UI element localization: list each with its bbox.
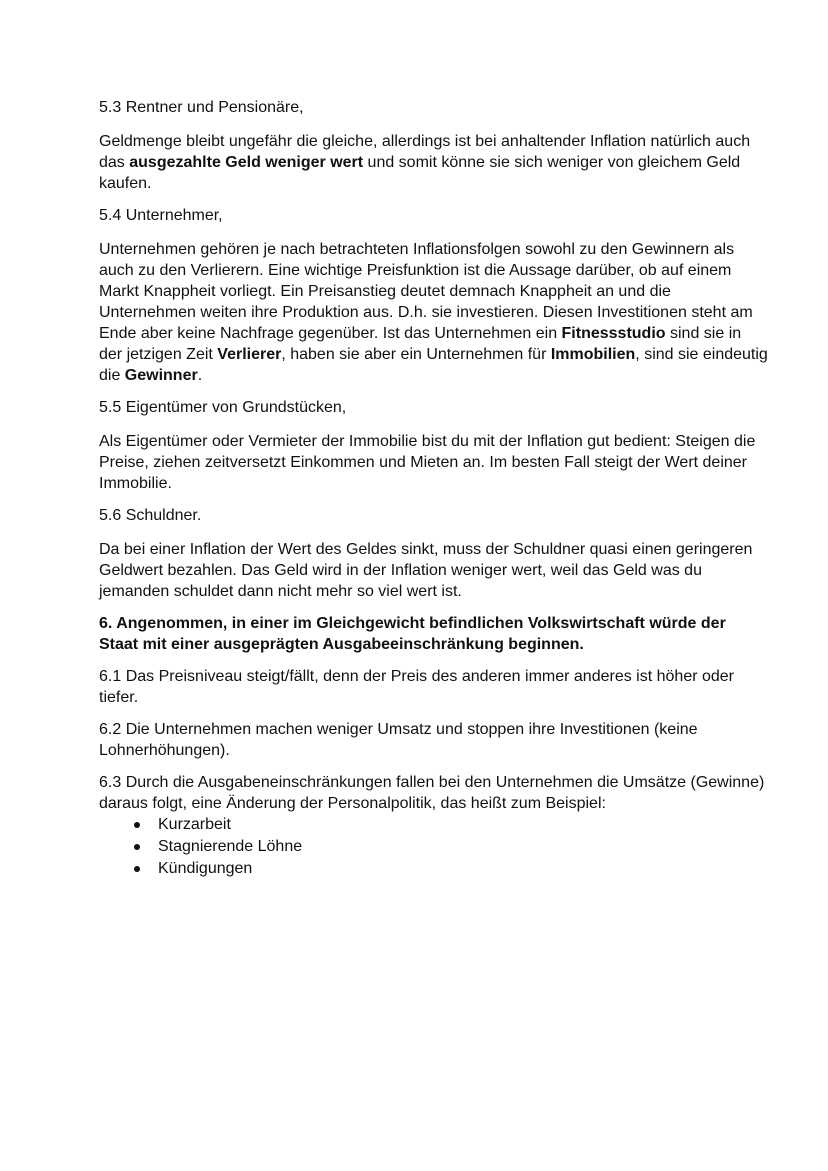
list-item [99,836,768,858]
question-6-text: 6. Angenommen, in einer im Gleichgewicht befindlichen Volkswirtschaft würde der Staat mit einer ausgeprägten Ausgabeeinschränkung beginnen. [99,615,726,653]
question-6 [99,613,768,655]
section-5-4-text [99,239,768,386]
list-item [99,814,768,836]
list-item-label: Stagnierende Löhne [158,838,303,855]
answer-6-1: 6.1 Das Preisniveau steigt/fällt, denn der Preis des anderen immer anderes ist höher oder tiefer. [99,668,735,706]
bullet-icon [134,866,140,872]
list-item-label: Kurzarbeit [158,816,231,833]
section-5-6-text: Da bei einer Inflation der Wert des Geldes sinkt, muss der Schuldner quasi einen geringeren Geldwert bezahlen. Das Geld wird in der Inflation weniger wert, weil das Geld was du jemanden schuldet dann nicht mehr so viel wert ist. [99,541,753,600]
bullet-icon [134,844,140,850]
section-5-5-heading: 5.5 Eigentümer von Grundstücken, [99,399,347,416]
bullet-icon [134,822,140,828]
text-run: , haben sie aber ein Unternehmen für [281,346,551,363]
text-run: Unternehmen gehören je nach betrachteten Inflationsfolgen sowohl zu den Gewinnern als auch zu den Verlierern. Eine wichtige Preisfunktion ist die Aussage darüber, ob auf einem Markt Knappheit vorliegt. Ein Preisanstieg deutet demnach Knappheit an und die Unternehmen weiten ihre Produktion aus. D.h. sie investieren. Diesen Investitionen steht am Ende aber keine Nachfrage gegenüber. Ist das Unternehmen ein [99,241,753,342]
section-5-4-heading: 5.4 Unternehmer, [99,207,223,224]
section-5-3-heading: 5.3 Rentner und Pensionäre, [99,99,304,116]
bullet-list [99,814,768,880]
section-5-6-heading: 5.6 Schuldner. [99,507,202,524]
bold-run: Verlierer [217,346,282,363]
bold-run: Gewinner [124,367,198,384]
bold-run: Fitnessstudio [561,325,666,342]
text-run: und somit könne sie sich weniger von gleichem Geld kaufen. [99,154,741,192]
answer-6-2: 6.2 Die Unternehmen machen weniger Umsatz und stoppen ihre Investitionen (keine Lohnerhöhungen). [99,721,698,759]
answer-6-3: 6.3 Durch die Ausgabeneinschränkungen fallen bei den Unternehmen die Umsätze (Gewinne) daraus folgt, eine Änderung der Personalpolitik, das heißt zum Beispiel: [99,774,765,812]
text-run: . [197,367,203,384]
list-item-label: Kündigungen [158,860,253,877]
section-5-5-text: Als Eigentümer oder Vermieter der Immobilie bist du mit der Inflation gut bedient: Steigen die Preise, ziehen zeitversetzt Einkommen und Mieten an. Im besten Fall steigt der Wert deiner Immobilie. [99,433,756,492]
text-run: , sind sie eindeutig die [99,346,768,384]
text-run: Geldmenge bleibt ungefähr die gleiche, allerdings ist bei anhaltender Inflation natürlich auch das [99,133,751,171]
section-5-3-text [99,131,768,194]
bold-run: Immobilien [550,346,636,363]
list-item [99,858,768,880]
text-run: sind sie in der jetzigen Zeit [99,325,742,363]
bold-run: ausgezahlte Geld weniger wert [129,154,364,171]
